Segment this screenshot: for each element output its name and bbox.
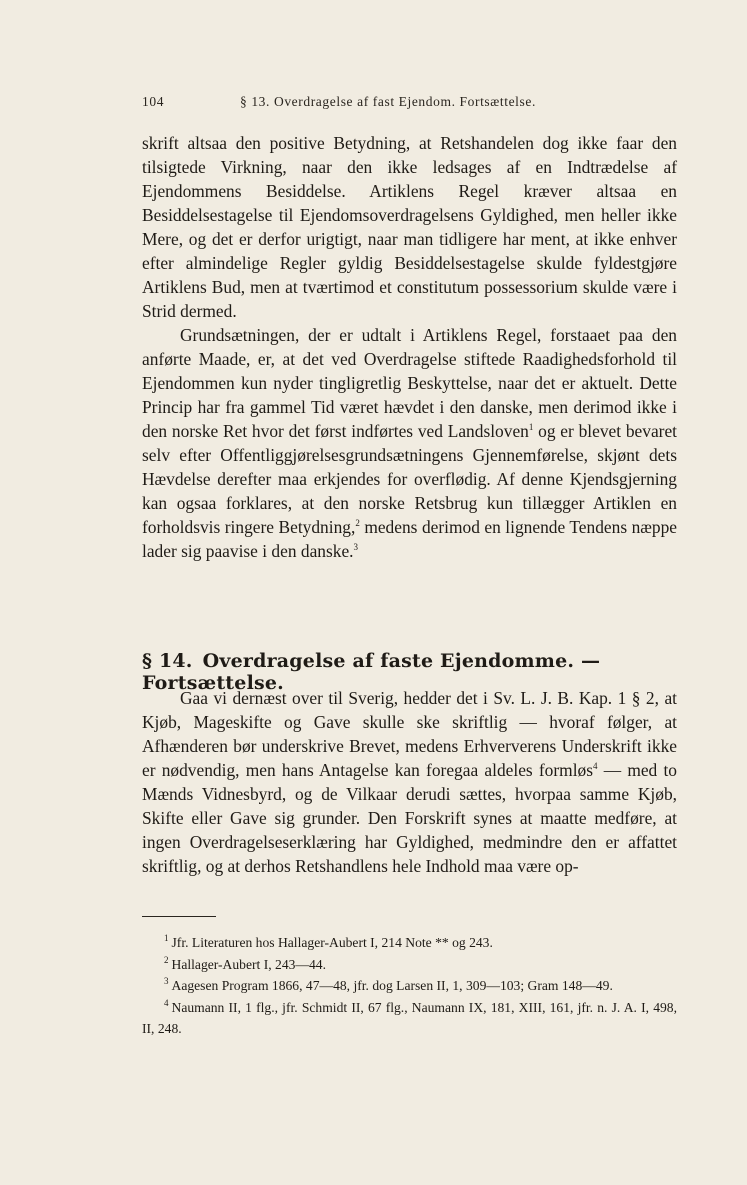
running-title: § 13. Overdragelse af fast Ejendom. Fortsættelse. <box>240 94 536 109</box>
paragraph-text-part: — med to Mænds Vidnesbyrd, og de Vilkaar derudi sættes, hvorpaa samme Kjøb, Skifte eller Gave sig grunder. Den Forskrift synes at maatte medføre, at ingen Overdragelseserklæring har Gyldighed, medmindre den er affattet skriftlig, og at derhos Retshandlens hele Indhold maa være op- <box>142 760 677 876</box>
footnote-ref[interactable]: 4 <box>593 761 598 772</box>
paragraph-text-part: og er blevet bevaret selv efter Offentliggjørelsesgrundsætningens Gjennemførelse, skjønt dets Hævdelse derefter maa erkjendes for overflødig. Af denne Kjendsgjerning kan ogsaa forklares, at den norske Retsbrug kun tillægger Artiklen en forholdsvis ringere Betydning, <box>142 421 678 537</box>
paragraph-grundsaetningen <box>142 323 677 563</box>
footnote-text: Naumann II, 1 flg., jfr. Schmidt II, 67 flg., Naumann IX, 181, XIII, 161, jfr. n. J. A. I, 498, II, 248. <box>142 999 677 1036</box>
paragraph-text-part: medens derimod en lignende Tendens næppe lader sig paavise i den danske. <box>142 517 677 561</box>
footnote-mark: 3 <box>164 976 169 987</box>
footnote-text: Hallager-Aubert I, 243—44. <box>171 956 326 972</box>
footnote-text: Aagesen Program 1866, 47—48, jfr. dog Larsen II, 1, 309—103; Gram 148—49. <box>171 978 613 993</box>
footnote-ref[interactable]: 3 <box>353 542 359 553</box>
footnote-ref[interactable]: 2 <box>355 518 360 529</box>
paragraph-continuation: skrift altsaa den positive Betydning, at Retshandelen dog ikke faar den tilsigtede Virkning, naar den ikke ledsages af en Indtrædelse af Ejendommens Besiddelse. Artiklens Regel kræver altsaa en Besiddelsestagelse til Ejendomsoverdragelsens Gyldighed, men heller ikke Mere, og det er derfor urigtigt, naar man tidligere har ment, at ikke enhver efter almindelige Regler gyldig Besiddelsestagelse skulde fyldestgjøre Artiklens Bud, men at tværtimod et constitutum possessorium skulde være i Strid dermed. <box>142 133 677 321</box>
footnote-mark: 2 <box>164 954 169 965</box>
section-symbol: § 14. <box>142 650 193 672</box>
section-body-text <box>142 686 677 878</box>
page-number: 104 <box>142 94 165 109</box>
footnote-divider <box>142 916 216 917</box>
section-title: Overdragelse af faste Ejendomme. — Fortsættelse. <box>142 650 601 694</box>
footnote <box>142 954 677 976</box>
footnotes <box>142 932 677 1040</box>
body-text <box>142 131 677 563</box>
footnote-mark: 1 <box>164 933 169 944</box>
paragraph-text-part: Grundsætningen, der er udtalt i Artiklens Regel, forstaaet paa den anførte Maade, er, at det ved Overdragelse stiftede Raadighedsforhold til Ejendommen kun nyder tingligretlig Beskyttelse, naar det er aktuelt. Dette Princip har fra gammel Tid været hævdet i den danske, men derimod ikke i den norske Ret hvor det først indførtes ved Landsloven <box>142 325 677 441</box>
footnote-ref[interactable]: 1 <box>528 422 534 433</box>
footnote-mark: 4 <box>164 997 169 1008</box>
footnote <box>142 975 677 997</box>
footnote <box>142 932 677 954</box>
footnote <box>142 997 677 1040</box>
paragraph-text-part: Gaa vi dernæst over til Sverig, hedder det i Sv. L. J. B. Kap. 1 § 2, at Kjøb, Mageskifte og Gave skulle ske skriftlig — hvoraf følger, at Afhænderen bør underskrive Brevet, medens Erhververens Underskrift ikke er nødvendig, men hans Antagelse kan foregaa aldeles formløs <box>142 688 677 780</box>
book-page <box>142 0 677 1185</box>
paragraph-sverig <box>142 686 677 878</box>
footnote-text: Jfr. Literaturen hos Hallager-Aubert I, 214 Note ** og 243. <box>171 935 493 950</box>
